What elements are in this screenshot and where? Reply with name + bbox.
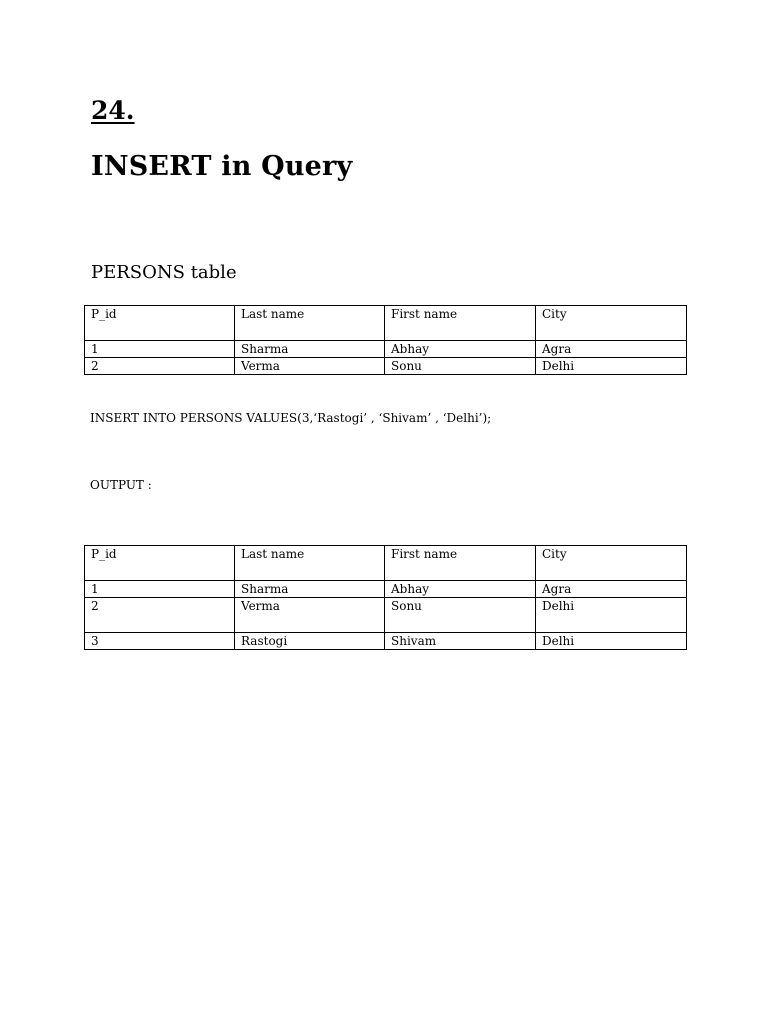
table-cell: 1 xyxy=(85,581,235,598)
page-title: INSERT in Query xyxy=(91,151,353,182)
table-cell: 3 xyxy=(85,633,235,650)
table-cell: Delhi xyxy=(536,633,687,650)
table-header-row xyxy=(85,306,687,341)
output-label: OUTPUT : xyxy=(90,478,152,492)
table-cell: Abhay xyxy=(385,341,536,358)
table-cell: Verma xyxy=(235,358,385,375)
section-number: 24. xyxy=(91,96,135,125)
table-cell: Rastogi xyxy=(235,633,385,650)
table-row xyxy=(85,598,687,633)
column-header-city: City xyxy=(536,306,687,341)
column-header-first-name: First name xyxy=(385,546,536,581)
column-header-pid: P_id xyxy=(85,546,235,581)
table-cell: Shivam xyxy=(385,633,536,650)
table-header-row xyxy=(85,546,687,581)
table-cell: Sonu xyxy=(385,598,536,633)
table-cell: Delhi xyxy=(536,598,687,633)
table-cell: Agra xyxy=(536,341,687,358)
column-header-last-name: Last name xyxy=(235,306,385,341)
table-cell: Sharma xyxy=(235,341,385,358)
column-header-first-name: First name xyxy=(385,306,536,341)
table-cell: 2 xyxy=(85,358,235,375)
table-row xyxy=(85,358,687,375)
table-cell: 2 xyxy=(85,598,235,633)
table-caption: PERSONS table xyxy=(91,262,237,283)
column-header-pid: P_id xyxy=(85,306,235,341)
column-header-city: City xyxy=(536,546,687,581)
persons-table-before xyxy=(84,305,687,375)
persons-table-after xyxy=(84,545,687,650)
insert-query-text: INSERT INTO PERSONS VALUES(3,‘Rastogi’ , ‘Shivam’ , ‘Delhi’); xyxy=(90,411,492,425)
table-row xyxy=(85,633,687,650)
table-cell: Delhi xyxy=(536,358,687,375)
table-cell: Agra xyxy=(536,581,687,598)
table-cell: Sonu xyxy=(385,358,536,375)
column-header-last-name: Last name xyxy=(235,546,385,581)
table-cell: Sharma xyxy=(235,581,385,598)
table-row xyxy=(85,581,687,598)
table-row xyxy=(85,341,687,358)
table-cell: Abhay xyxy=(385,581,536,598)
table-cell: Verma xyxy=(235,598,385,633)
table-cell: 1 xyxy=(85,341,235,358)
